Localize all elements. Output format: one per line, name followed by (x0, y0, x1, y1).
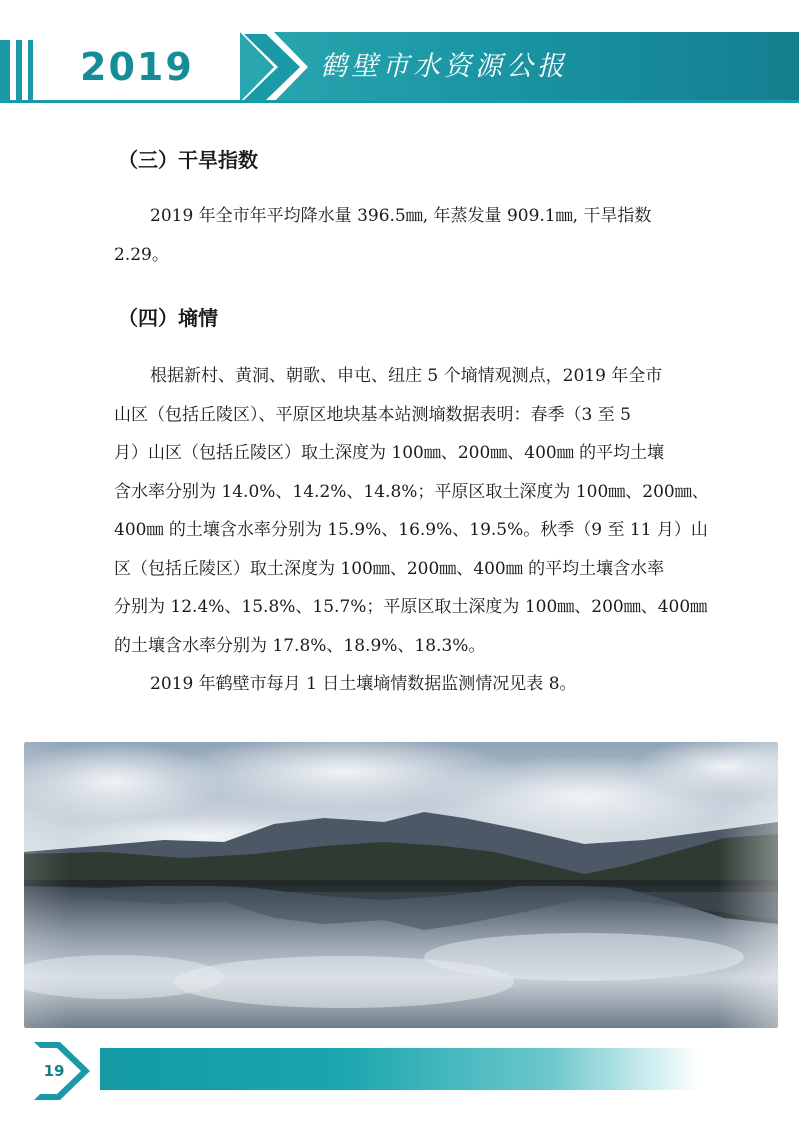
header-stripes (0, 40, 70, 100)
text-line: 分别为 12.4%、15.8%、15.7%；平原区取土深度为 100㎜、200㎜、400㎜ (114, 597, 708, 617)
text-line-closing: 2019 年鹤壁市每月 1 日土壤墒情数据监测情况见表 8。 (150, 674, 577, 694)
header-year: 2019 (80, 45, 194, 89)
header-chevron-icon (236, 28, 316, 106)
text-line: 2.29。 (114, 244, 169, 265)
text-line: 含水率分别为 14.0%、14.2%、14.8%；平原区取土深度为 100㎜、200㎜、 (114, 481, 709, 502)
text-line: 的土壤含水率分别为 17.8%、18.9%、18.3%。 (114, 635, 486, 656)
section-heading-drought-index: （三）干旱指数 (118, 148, 258, 172)
text-line: 2019 年全市年平均降水量 396.5㎜, 年蒸发量 909.1㎜, 干旱指数 (150, 206, 652, 226)
text-line: 月）山区（包括丘陵区）取土深度为 100㎜、200㎜、400㎜ 的平均土壤 (114, 443, 665, 463)
page-number: 19 (43, 1062, 65, 1080)
header-title: 鹤壁市水资源公报 (320, 51, 568, 82)
footer-band (100, 1048, 700, 1090)
page-header (0, 0, 799, 110)
section-heading-soil-moisture: （四）墒情 (118, 306, 218, 330)
header-divider (0, 100, 799, 103)
text-line: 区（包括丘陵区）取土深度为 100㎜、200㎜、400㎜ 的平均土壤含水率 (114, 558, 665, 579)
lake-mountain-photo (24, 742, 778, 1028)
paragraph-soil-moisture (114, 357, 709, 704)
text-line: 400㎜ 的土壤含水率分别为 15.9%、16.9%、19.5%。秋季（9 至 11 月）山 (114, 520, 708, 540)
text-line: 根据新村、黄洞、朝歌、申屯、纽庄 5 个墒情观测点，2019 年全市 (150, 366, 663, 386)
paragraph-drought-index (114, 197, 694, 274)
text-line: 山区（包括丘陵区）、平原区地块基本站测墒数据表明：春季（3 至 5 (114, 404, 631, 425)
